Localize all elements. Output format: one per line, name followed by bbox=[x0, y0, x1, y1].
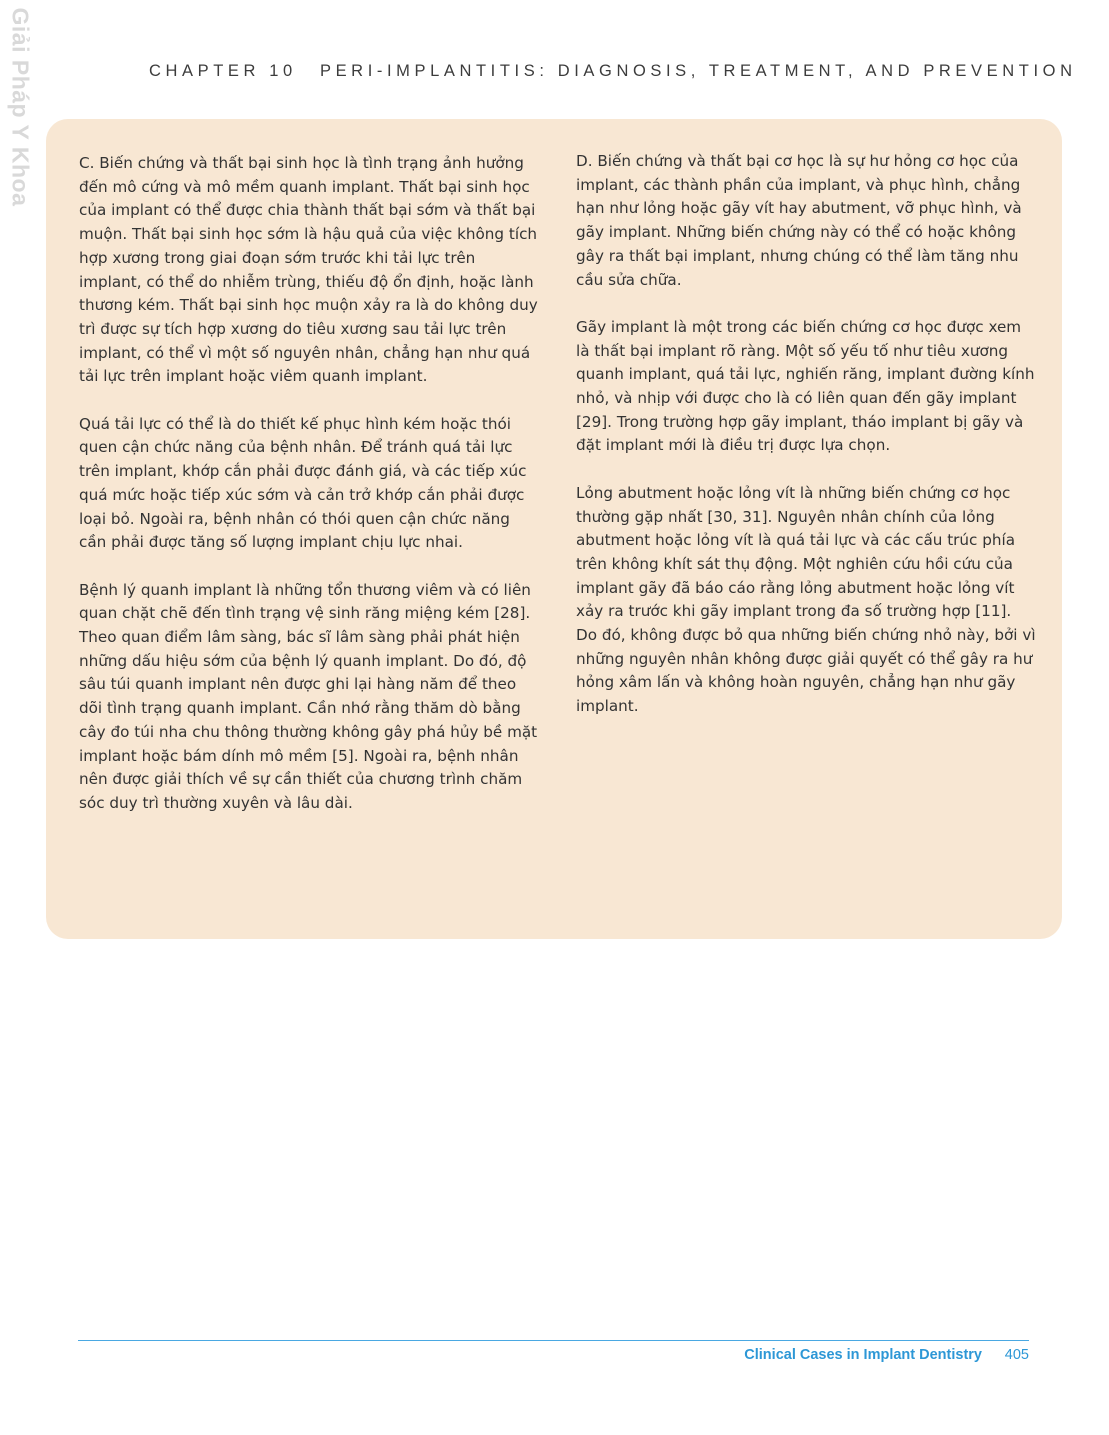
running-header bbox=[149, 62, 1077, 81]
paragraph: Bệnh lý quanh implant là những tổn thương viêm và có liên quan chặt chẽ đến tình trạng vệ sinh răng miệng kém [28]. Theo quan điểm lâm sàng, bác sĩ lâm sàng phải phát hiện những dấu hiệu sớm của bệnh lý quanh implant. Do đó, độ sâu túi quanh implant nên được ghi lại hàng năm để theo dõi tình trạng quanh implant. Cần nhớ rằng thăm dò bằng cây đo túi nha chu thông thường không gây phá hủy bề mặt implant hoặc bám dính mô mềm [5]. Ngoài ra, bệnh nhân nên được giải thích về sự cần thiết của chương trình chăm sóc duy trì thường xuyên và lâu dài. bbox=[79, 580, 538, 812]
chapter-number: CHAPTER 10 bbox=[149, 62, 297, 80]
paragraph: Lỏng abutment hoặc lỏng vít là những biến chứng cơ học thường gặp nhất [30, 31]. Nguyên nhân chính của lỏng abutment hoặc lỏng vít là quá tải lực và các cấu trúc phía trên không khít sát thụ động. Một nghiên cứu hồi cứu của implant gãy đã báo cáo rằng lỏng abutment hoặc lỏng vít xảy ra trước khi gãy implant trong đa số trường hợp [11]. Do đó, không được bỏ qua những biến chứng nhỏ này, bởi vì những nguyên nhân không được giải quyết có thể gây ra hư hỏng xâm lấn và không hoàn nguyên, chẳng hạn như gãy implant. bbox=[576, 483, 1036, 716]
paragraph: C. Biến chứng và thất bại sinh học là tình trạng ảnh hưởng đến mô cứng và mô mềm quanh implant. Thất bại sinh học của implant có thể được chia thành thất bại sớm và thất bại muộn. Thất bại sinh học sớm là hậu quả của việc không tích hợp xương trong giai đoạn sớm trước khi tải lực trên implant, có thể do nhiễm trùng, thiếu độ ổn định, hoặc lành thương kém. Thất bại sinh học muộn xảy ra là do không duy trì được sự tích hợp xương do tiêu xương sau tải lực trên implant, có thể vì một số nguyên nhân, chẳng hạn như quá tải lực trên implant hoặc viêm quanh implant. bbox=[79, 154, 538, 386]
page-number: 405 bbox=[1004, 1347, 1029, 1363]
left-column bbox=[79, 152, 539, 839]
paragraph: Quá tải lực có thể là do thiết kế phục hình kém hoặc thói quen cận chức năng của bệnh nhân. Để tránh quá tải lực trên implant, khớp cắn phải được đánh giá, và các tiếp xúc quá mức hoặc tiếp xúc sớm và cản trở khớp cắn phải được loại bỏ. Ngoài ra, bệnh nhân có thói quen cận chức năng cần phải được tăng số lượng implant chịu lực nhai. bbox=[79, 414, 527, 552]
footer-book-title: Clinical Cases in Implant Dentistry bbox=[744, 1347, 982, 1363]
footer-divider bbox=[78, 1340, 1029, 1341]
watermark-text: Giải Pháp Y Khoa bbox=[7, 7, 34, 207]
paragraph: D. Biến chứng và thất bại cơ học là sự hư hỏng cơ học của implant, các thành phần của implant, và phục hình, chẳng hạn như lỏng hoặc gãy vít hay abutment, vỡ phục hình, và gãy implant. Những biến chứng này có thể có hoặc không gây ra thất bại implant, nhưng chúng có thể làm tăng nhu cầu sửa chữa. bbox=[576, 152, 1022, 289]
right-column bbox=[576, 150, 1036, 743]
chapter-title: PERI-IMPLANTITIS: DIAGNOSIS, TREATMENT, AND PREVENTION bbox=[319, 62, 1077, 80]
paragraph: Gãy implant là một trong các biến chứng cơ học được xem là thất bại implant rõ ràng. Một số yếu tố như tiêu xương quanh implant, quá tải lực, nghiến răng, implant đường kính nhỏ, và nhịp với được cho là có liên quan đến gãy implant [29]. Trong trường hợp gãy implant, tháo implant bị gãy và đặt implant mới là điều trị được lựa chọn. bbox=[576, 317, 1035, 455]
